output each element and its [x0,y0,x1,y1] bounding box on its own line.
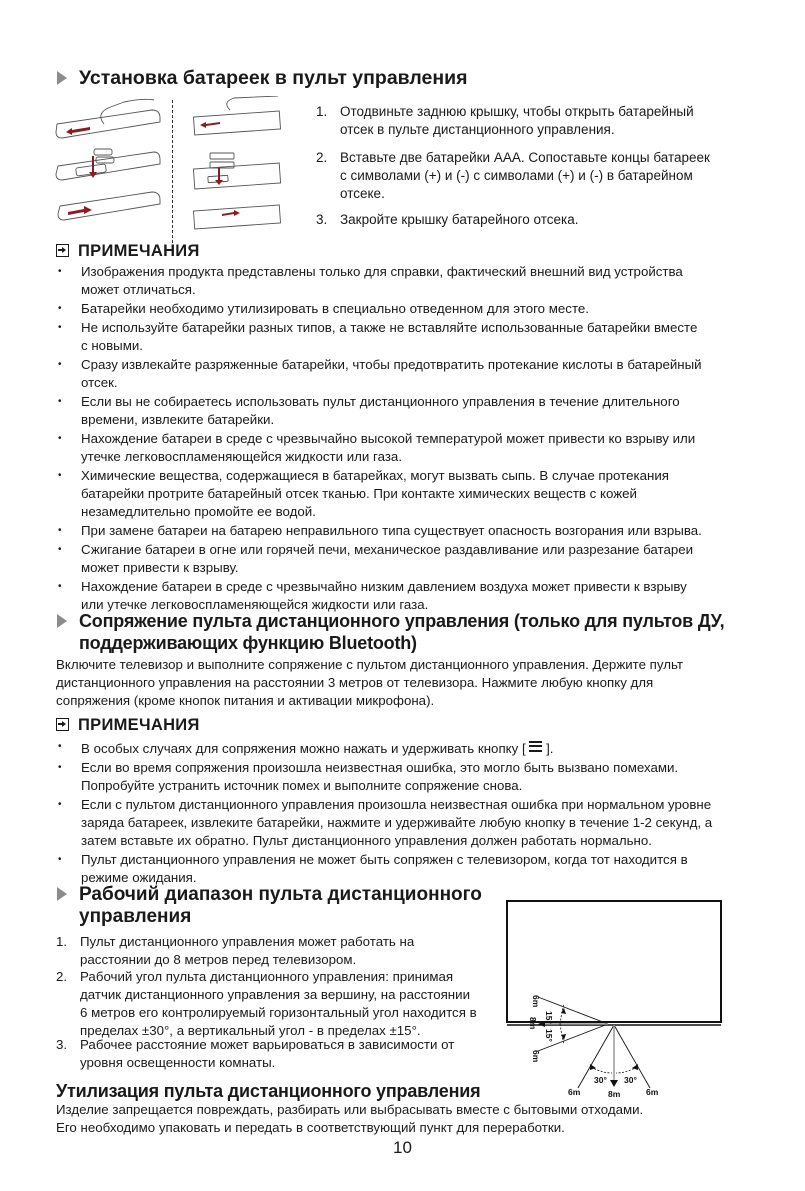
remote-back-left-3 [58,192,160,220]
list-item: • В особых случаях для сопряжения можно нажать и удерживать кнопку [ ]. [56,738,756,758]
list-item: • Пульт дистанционного управления не может быть сопряжен с телевизором, когда тот находится в режиме ожидания. [56,851,756,887]
front-arrowhead-icon [610,1080,618,1087]
list-item: • Батарейки необходимо утилизировать в специально отведенном для этого месте. [56,300,756,318]
pairing-notes-list [56,738,756,888]
remote-battery-illustration [52,96,282,244]
remote-back-left-2 [56,152,160,180]
list-item: • Сразу извлекайте разряженные батарейки, чтобы предотвратить протекание кислоты в батарейный отсек. [56,356,756,392]
label-vertical-angle-up: 15° [544,1011,554,1024]
list-item: • Нахождение батареи в среде с чрезвычайно низким давлением воздуха может привести к взрыву или утечке легковоспламеняющейся жидкости или газа. [56,578,756,614]
menu-icon [529,738,542,754]
list-item: • При замене батареи на батарею неправильного типа существует опасность возгорания или взрыва. [56,522,756,540]
label-front-right-distance: 6m [646,1087,659,1097]
section-marker-icon [57,71,67,85]
red-arrows [66,122,240,216]
section-title-pairing: Сопряжение пульта дистанционного управления (только для пультов ДУ, поддерживающих функцию Bluetooth) [79,611,725,653]
notes-heading-battery: ПРИМЕЧАНИЯ [56,242,200,260]
label-horizontal-angle-left: 30° [594,1075,607,1085]
list-item: • Если во время сопряжения произошла неизвестная ошибка, это могло быть вызвано помехами. Попробуйте устранить источник помех и выполните сопряжение снова. [56,759,756,795]
label-side-top-distance: 6m [531,995,541,1008]
list-item: • Если вы не собираетесь использовать пульт дистанционного управления в течение длительного времени, извлеките батарейки. [56,393,756,429]
label-vertical-angle-down: 15° [544,1029,554,1042]
pairing-instructions: Включите телевизор и выполните сопряжение с пультом дистанционного управления. Держите пульт дистанционного управления на расстоянии 3 метров от телевизора. Нажмите любую кнопку для сопряжения (кроме кнопок питания и активации микрофона). [56,657,683,708]
section-marker-icon [57,614,67,628]
label-front-center-distance: 8m [608,1089,621,1099]
list-item: • Нахождение батареи в среде с чрезвычайно высокой температурой может привести ко взрыву или утечке легковоспламеняющейся жидкости или газа. [56,430,756,466]
list-item: • Химические вещества, содержащиеся в батарейках, могут вызвать сыпь. В случае протекания батарейки протрите батарейный отсек тканью. При контакте химических веществ с кожей незамедлительно промойте ее водой. [56,467,756,521]
figure-divider [172,100,173,243]
label-horizontal-angle-right: 30° [624,1075,637,1085]
list-item: • Сжигание батареи в огне или горячей печи, механическое раздавливание или разрезание батареи может привести к взрыву. [56,541,756,577]
battery-notes-list [56,263,756,615]
list-item: • Не используйте батарейки разных типов, а также не вставляйте использованные батарейки вместе с новыми. [56,319,756,355]
disposal-text: Изделие запрещается повреждать, разбирать или выбрасывать вместе с бытовыми отходами. Его необходимо упаковать и передать в соответствующий пункт для переработки. [56,1102,644,1135]
arrow-into-box-icon [56,244,69,257]
list-item: • Если с пультом дистанционного управления произошла неизвестная ошибка при нормальном уровне заряда батареек, извлеките батарейки, нажмите и удерживайте любую кнопку в течение 1-2 секунд, а затем вставьте их обратно. Пульт дистанционного управления должен работать нормально. [56,796,756,850]
list-item: • Изображения продукта представлены только для справки, фактический внешний вид устройства может отличаться. [56,263,756,299]
remote-range-diagram [500,890,730,1100]
section-marker-icon [57,887,67,901]
label-side-bottom-distance: 6m [531,1050,541,1063]
section-title-disposal: Утилизация пульта дистанционного управления [56,1081,481,1101]
arrow-into-box-icon [56,718,69,731]
page-number: 10 [393,1138,412,1157]
section-title-range: Рабочий диапазон пульта дистанционного управления [79,884,482,927]
label-side-center-distance: 8m [528,1017,538,1030]
notes-heading-pairing: ПРИМЕЧАНИЯ [56,716,200,734]
label-front-left-distance: 6m [568,1087,581,1097]
section-title-battery: Установка батареек в пульт управления [79,67,468,89]
